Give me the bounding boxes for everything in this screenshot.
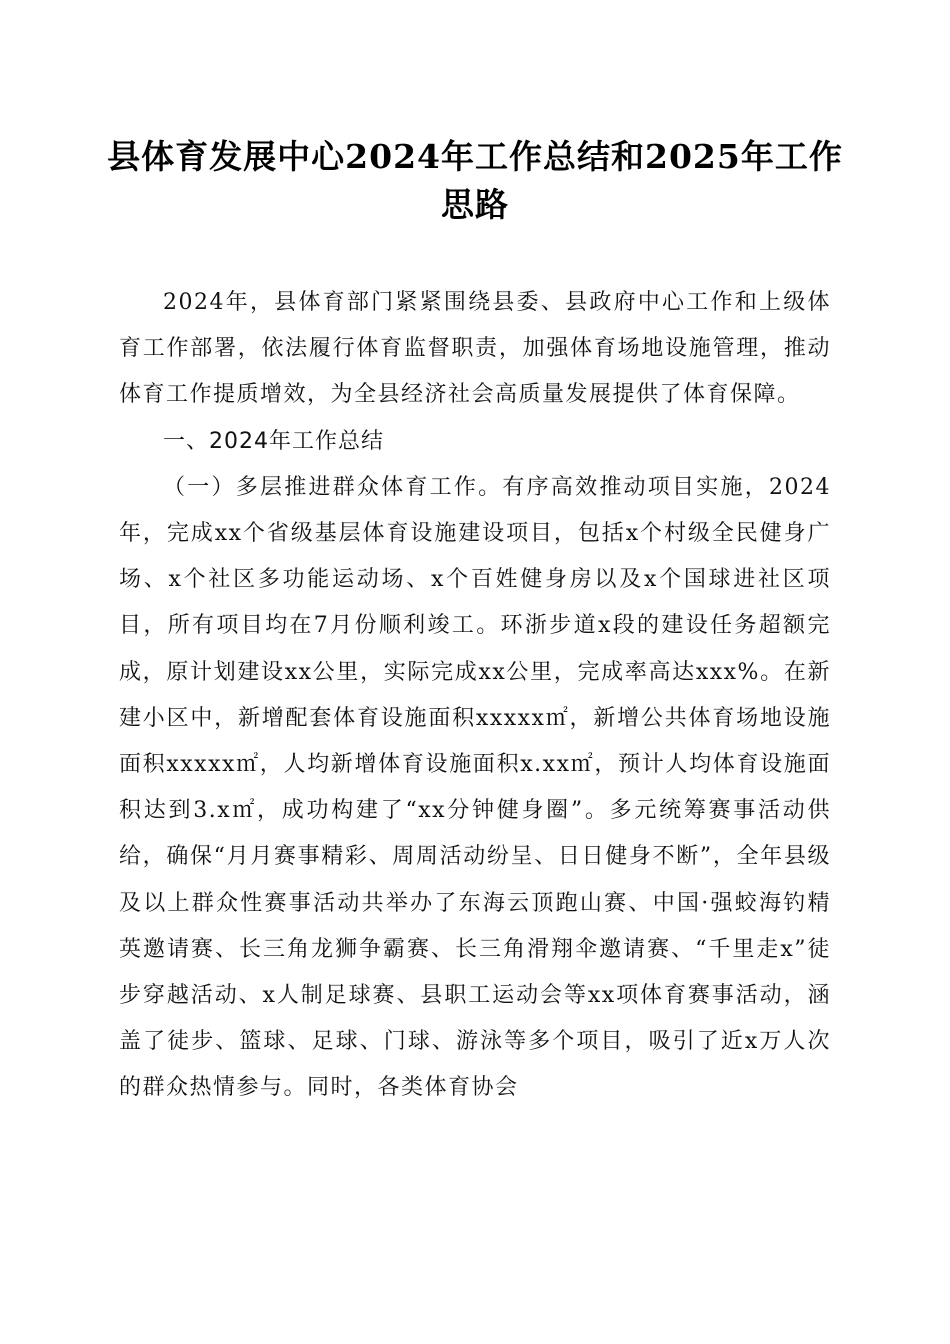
section-heading: 一、2024年工作总结 <box>163 428 384 454</box>
document-title: 县体育发展中心2024年工作总结和2025年工作思路 <box>107 137 843 224</box>
document-body <box>119 280 831 1112</box>
intro-paragraph: 2024年，县体育部门紧紧围绕县委、县政府中心工作和上级体育工作部署，依法履行体育监督职责，加强体育场地设施管理，推动体育工作提质增效，为全县经济社会高质量发展提供了体育保障。 <box>119 290 831 408</box>
body-paragraph: （一）多层推进群众体育工作。有序高效推动项目实施，2024年，完成xx个省级基层体育设施建设项目，包括x个村级全民健身广场、x个社区多功能运动场、x个百姓健身房以及x个国球进社区项目，所有项目均在7月份顺利竣工。环浙步道x段的建设任务超额完成，原计划建设xx公里，实际完成xx公里，完成率高达xxx%。在新建小区中，新增配套体育设施面积xxxxx㎡，新增公共体育场地设施面积xxxxx㎡，人均新增体育设施面积x.xx㎡，预计人均体育设施面积达到3.x㎡，成功构建了“xx分钟健身圈”。多元统筹赛事活动供给，确保“月月赛事精彩、周周活动纷呈、日日健身不断”，全年县级及以上群众性赛事活动共举办了东海云顶跑山赛、中国·强蛟海钓精英邀请赛、长三角龙狮争霸赛、长三角滑翔伞邀请赛、“千里走x”徒步穿越活动、x人制足球赛、县职工运动会等xx项体育赛事活动，涵盖了徒步、篮球、足球、门球、游泳等多个项目，吸引了近x万人次的群众热情参与。同时，各类体育协会 <box>119 474 831 1101</box>
